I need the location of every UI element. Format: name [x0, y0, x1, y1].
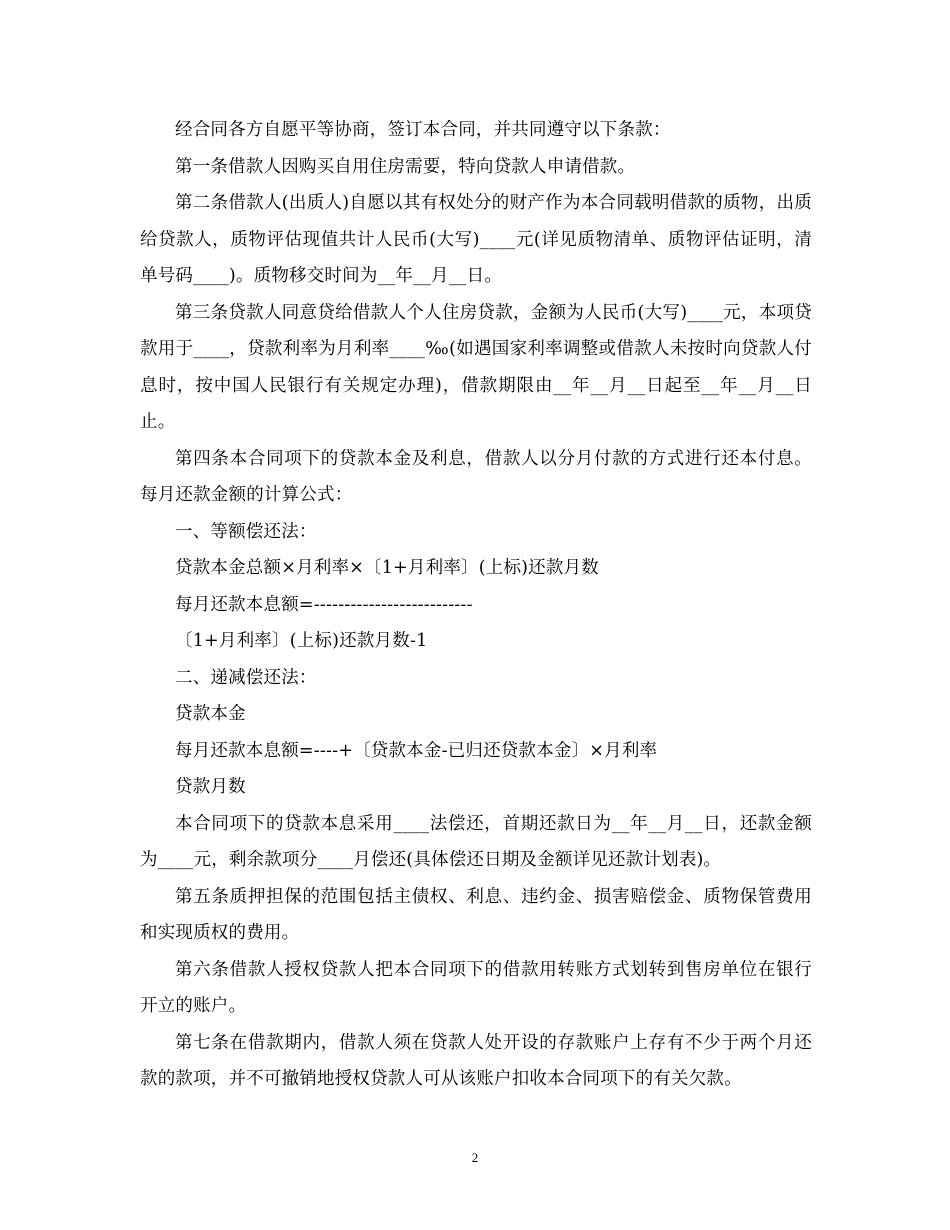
page-number: 2	[471, 1150, 479, 1165]
formula-decreasing-numerator: 贷款本金	[175, 704, 246, 724]
paragraph-article-2: 第二条借款人(出质人)自愿以其有权处分的财产作为本合同载明借款的质物，出质给贷款人，质物评估现值共计人民币(大写)____元(详见质物清单、质物评估证明，清单号码____)。质物移交时间为__年__月__日。	[140, 193, 812, 286]
formula-decreasing-line: 每月还款本息额=----+〔贷款本金-已归还贷款本金〕×月利率	[175, 740, 658, 761]
method-equal-heading: 一、等额偿还法：	[175, 521, 317, 542]
paragraph-article-7: 第七条在借款期内，借款人须在贷款人处开设的存款账户上存有不少于两个月还款的款项，并不可撤销地授权贷款人可从该账户扣收本合同项下的有关欠款。	[140, 1032, 812, 1089]
paragraph-repayment: 本合同项下的贷款本息采用____法偿还，首期还款日为__年__月__日，还款金额为____元，剩余款项分____月偿还(具体偿还日期及金额详见还款计划表)。	[140, 813, 812, 870]
paragraph-article-5: 第五条质押担保的范围包括主债权、利息、违约金、损害赔偿金、质物保管费用和实现质权的费用。	[140, 886, 812, 943]
paragraph-article-4: 第四条本合同项下的贷款本金及利息，借款人以分月付款的方式进行还本付息。每月还款金额的计算公式：	[140, 448, 812, 505]
paragraph-article-3: 第三条贷款人同意贷给借款人个人住房贷款，金额为人民币(大写)____元，本项贷款用于____，贷款利率为月利率____‰(如遇国家利率调整或借款人未按时向贷款人付息时，按中国人民银行有关规定办理)，借款期限由__年__月__日起至__年__月__日止。	[140, 302, 812, 432]
paragraph-article-6: 第六条借款人授权贷款人把本合同项下的借款用转账方式划转到售房单位在银行开立的账户。	[140, 959, 812, 1016]
formula-decreasing-denominator: 贷款月数	[175, 777, 246, 797]
method-decreasing-heading: 二、递减偿还法：	[175, 667, 317, 688]
formula-equal-numerator: 贷款本金总额×月利率×〔1+月利率〕(上标)还款月数	[175, 558, 599, 578]
paragraph-article-1: 第一条借款人因购买自用住房需要，特向贷款人申请借款。	[175, 156, 636, 177]
formula-equal-line: 每月还款本息额=--------------------------	[175, 594, 473, 615]
paragraph-intro: 经合同各方自愿平等协商，签订本合同，并共同遵守以下条款：	[175, 120, 671, 140]
document-body	[140, 112, 812, 1098]
formula-equal-denominator: 〔1+月利率〕(上标)还款月数-1	[175, 631, 428, 651]
